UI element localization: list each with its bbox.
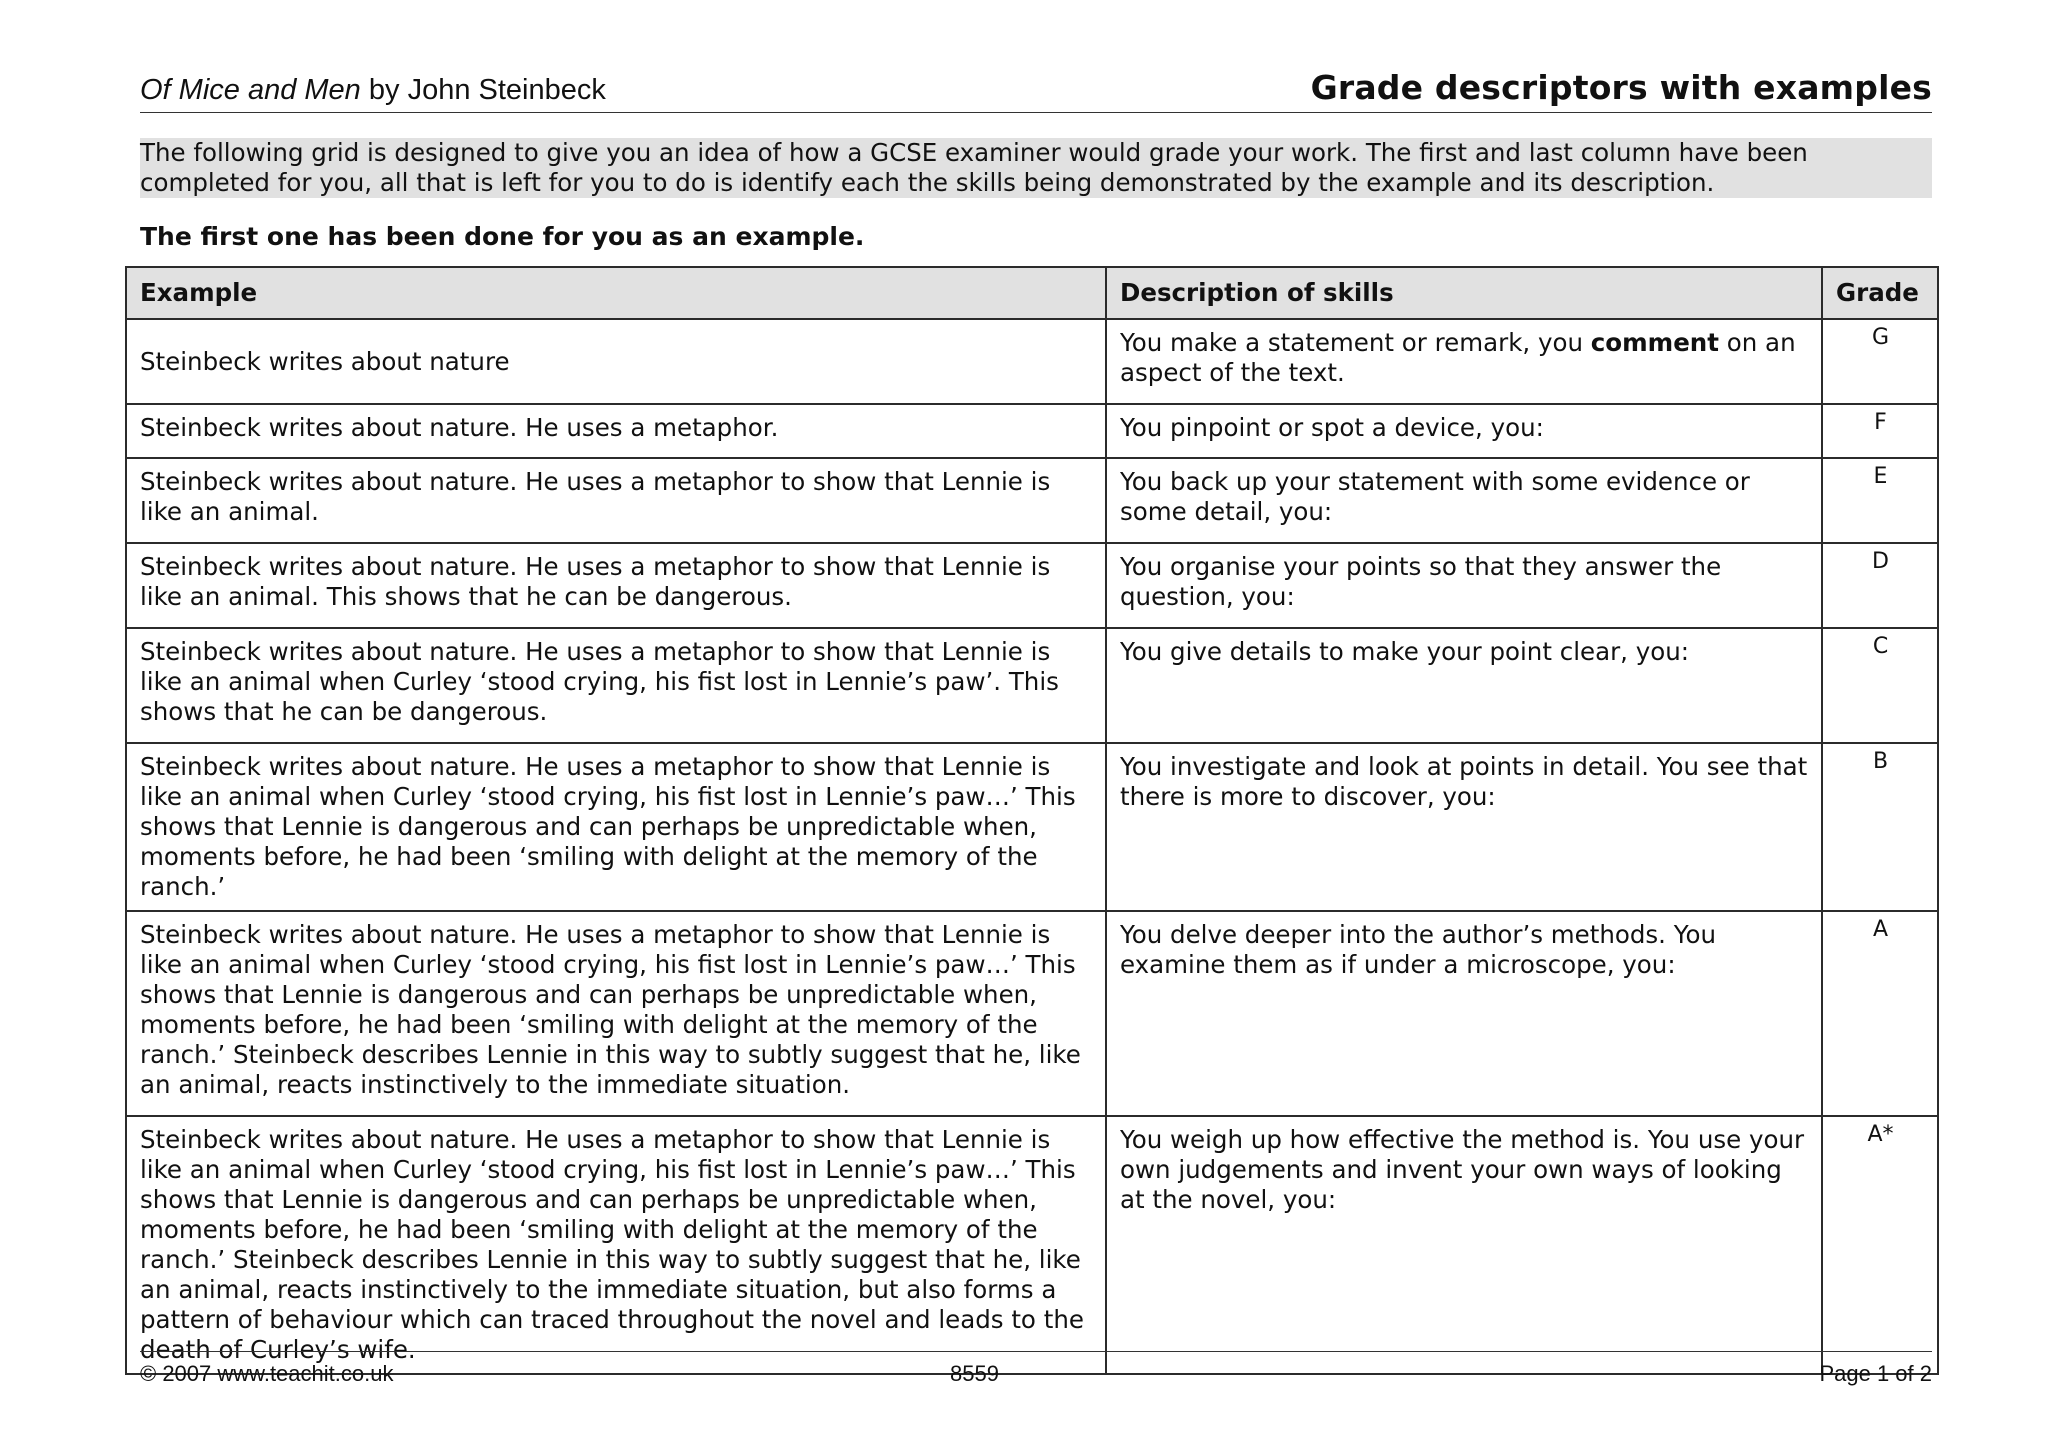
grade-cell: F [1822, 404, 1938, 458]
column-header-description: Description of skills [1106, 267, 1822, 319]
grade-cell: A* [1822, 1116, 1938, 1374]
table-row [126, 319, 1938, 404]
example-cell: Steinbeck writes about nature. He uses a metaphor to show that Lennie is like an animal when Curley ‘stood crying, his fist lost in Lennie’s paw…’ This shows that Lennie is dangerous and can perhaps be unpredictable when, moments before, he had been ‘smiling with delight at the memory of the ranch.’ [126, 743, 1106, 911]
author-byline: by John Steinbeck [360, 74, 606, 106]
table-row [126, 911, 1938, 1116]
intro-text: The following grid is designed to give you an idea of how a GCSE examiner would grade your work. The first and last column have been completed for you, all that is left for you to do is identify each the skills being demonstrated by the example and its description. [140, 138, 1808, 197]
page-number: Page 1 of 2 [1819, 1361, 1932, 1386]
description-text: on an aspect of the text. [1120, 328, 1796, 387]
description-cell: You investigate and look at points in detail. You see that there is more to discover, you: [1106, 743, 1822, 911]
table-row [126, 458, 1938, 543]
resource-code: 8559 [950, 1361, 999, 1386]
page-footer [140, 1351, 1932, 1392]
grade-cell: D [1822, 543, 1938, 628]
intro-panel [140, 138, 1932, 198]
example-cell: Steinbeck writes about nature. He uses a metaphor to show that Lennie is like an animal when Curley ‘stood crying, his fist lost in Lennie’s paw’. This shows that he can be dangerous. [126, 628, 1106, 743]
description-cell: You weigh up how effective the method is. You use your own judgements and invent your own ways of looking at the novel, you: [1106, 1116, 1822, 1374]
table-row [126, 628, 1938, 743]
table-row [126, 743, 1938, 911]
grade-cell: C [1822, 628, 1938, 743]
document-subtitle: Grade descriptors with examples [1310, 68, 1932, 107]
column-header-grade: Grade [1822, 267, 1938, 319]
description-cell: You organise your points so that they answer the question, you: [1106, 543, 1822, 628]
table-row [126, 1116, 1938, 1374]
grade-descriptor-table [125, 266, 1939, 1375]
grade-cell: A [1822, 911, 1938, 1116]
grade-cell: G [1822, 319, 1938, 404]
description-cell [1106, 319, 1822, 404]
table-row [126, 543, 1938, 628]
column-header-example: Example [126, 267, 1106, 319]
description-cell: You pinpoint or spot a device, you: [1106, 404, 1822, 458]
example-cell: Steinbeck writes about nature. He uses a metaphor to show that Lennie is like an animal. [126, 458, 1106, 543]
example-cell: Steinbeck writes about nature. He uses a metaphor to show that Lennie is like an animal when Curley ‘stood crying, his fist lost in Lennie’s paw…’ This shows that Lennie is dangerous and can perhaps be unpredictable when, moments before, he had been ‘smiling with delight at the memory of the ranch.’ Steinbeck describes Lennie in this way to subtly suggest that he, like an animal, reacts instinctively to the immediate situation, but also forms a pattern of behaviour which can traced throughout the novel and leads to the death of Curley’s wife. [126, 1116, 1106, 1374]
description-text: You make a statement or remark, you [1120, 328, 1591, 357]
copyright-text: © 2007 www.teachit.co.uk [140, 1361, 394, 1386]
description-keyword: comment [1590, 328, 1719, 357]
table-row [126, 404, 1938, 458]
example-cell: Steinbeck writes about nature. He uses a metaphor to show that Lennie is like an animal. This shows that he can be dangerous. [126, 543, 1106, 628]
grade-cell: E [1822, 458, 1938, 543]
example-cell: Steinbeck writes about nature [126, 319, 1106, 404]
page-header [140, 68, 1932, 113]
description-cell: You delve deeper into the author’s methods. You examine them as if under a microscope, you: [1106, 911, 1822, 1116]
instruction-note: The first one has been done for you as an example. [140, 222, 865, 251]
description-cell: You give details to make your point clear, you: [1106, 628, 1822, 743]
novel-title: Of Mice and Men [140, 74, 361, 106]
grade-cell: B [1822, 743, 1938, 911]
example-cell: Steinbeck writes about nature. He uses a metaphor to show that Lennie is like an animal when Curley ‘stood crying, his fist lost in Lennie’s paw…’ This shows that Lennie is dangerous and can perhaps be unpredictable when, moments before, he had been ‘smiling with delight at the memory of the ranch.’ Steinbeck describes Lennie in this way to subtly suggest that he, like an animal, reacts instinctively to the immediate situation. [126, 911, 1106, 1116]
table-header-row [126, 267, 1938, 319]
description-cell: You back up your statement with some evidence or some detail, you: [1106, 458, 1822, 543]
example-cell: Steinbeck writes about nature. He uses a metaphor. [126, 404, 1106, 458]
document-title [140, 74, 606, 107]
